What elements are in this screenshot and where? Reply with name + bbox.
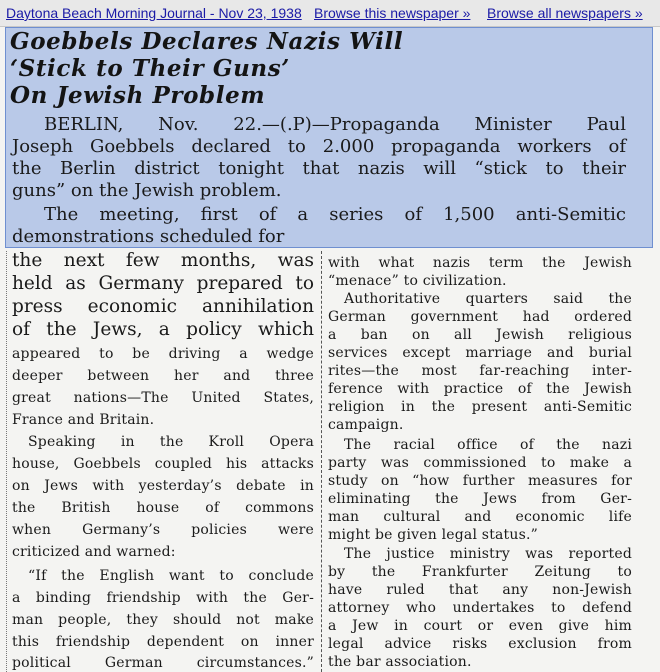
left-column-line: when Germany’s policies were bbox=[12, 522, 314, 538]
right-column-line: a Jew in court or even give him bbox=[328, 618, 632, 634]
left-column-line: of the Jews, a policy which bbox=[12, 319, 314, 340]
headline-line: ‘Stick to Their Guns’ bbox=[10, 55, 290, 82]
lead-line: demonstrations scheduled for bbox=[12, 226, 285, 247]
right-column-line: with what nazis term the Jewish bbox=[328, 255, 632, 271]
newspaper-issue-link[interactable]: Daytona Beach Morning Journal - Nov 23, 1938 bbox=[6, 5, 302, 21]
right-column-line: the bar association. bbox=[328, 654, 472, 670]
left-column-line: great nations—The United States, bbox=[12, 390, 314, 406]
headline-line: On Jewish Problem bbox=[10, 82, 266, 109]
right-column-line: eliminating the Jews from Ger- bbox=[328, 491, 632, 507]
right-column-line: a ban on all Jewish religious bbox=[328, 327, 632, 343]
right-column-line: religion in the present anti-Semitic bbox=[328, 399, 632, 415]
left-column-line: Speaking in the Kroll Opera bbox=[28, 434, 314, 450]
left-column-line: held as Germany prepared to bbox=[12, 273, 314, 294]
newspaper-clipping bbox=[0, 27, 660, 672]
margin-rule bbox=[6, 251, 7, 672]
right-column-line: attorney who undertakes to defend bbox=[328, 600, 632, 616]
right-column-line: German government had ordered bbox=[328, 309, 632, 325]
browse-all-newspapers-link[interactable]: Browse all newspapers » bbox=[487, 5, 643, 21]
left-column-line: the next few months, was bbox=[12, 250, 314, 271]
right-column-line: have ruled that any non-Jewish bbox=[328, 582, 632, 598]
lead-line: The meeting, first of a series of 1,500 anti-Semitic bbox=[44, 204, 626, 225]
lead-line: Joseph Goebbels declared to 2.000 propaganda workers of bbox=[12, 136, 626, 157]
right-column-line: services except marriage and burial bbox=[328, 345, 632, 361]
left-column-line: “If the English want to conclude bbox=[28, 568, 314, 584]
right-column-line: Authoritative quarters said the bbox=[344, 291, 632, 307]
right-column-line: “menace” to civilization. bbox=[328, 273, 507, 289]
left-column-line: on Jews with yesterday’s debate in bbox=[12, 478, 314, 494]
left-column-line: France and Britain. bbox=[12, 412, 155, 428]
right-column-line: The justice ministry was reported bbox=[344, 546, 632, 562]
lead-line: BERLIN, Nov. 22.—(.P)—Propaganda Minister Paul bbox=[44, 114, 626, 135]
column-rule bbox=[321, 251, 322, 672]
right-column-line: by the Frankfurter Zeitung to bbox=[328, 564, 632, 580]
left-column-line: man people, they should not make bbox=[12, 612, 314, 628]
left-column-line: deeper between her and three bbox=[12, 368, 314, 384]
lead-line: the Berlin district tonight that nazis will “stick to their bbox=[12, 158, 626, 179]
right-column-line: man cultural and economic life bbox=[328, 509, 632, 525]
left-column-line: house, Goebbels coupled his attacks bbox=[12, 456, 314, 472]
viewer-toolbar bbox=[0, 0, 660, 27]
right-column-line: study on “how further measures for bbox=[328, 473, 632, 489]
left-column-line: press economic annihilation bbox=[12, 296, 314, 317]
right-column-line: ference with practice of the Jewish bbox=[328, 381, 632, 397]
right-column-line: The racial office of the nazi bbox=[344, 437, 632, 453]
right-column-line: rites—the most far-reaching inter- bbox=[328, 363, 632, 379]
right-column-line: legal advice risks exclusion from bbox=[328, 636, 632, 652]
left-column-line: the British house of commons bbox=[12, 500, 314, 516]
right-column-line: party was commissioned to make a bbox=[328, 455, 632, 471]
left-column-line: appeared to be driving a wedge bbox=[12, 346, 314, 362]
headline-line: Goebbels Declares Nazis Will bbox=[10, 28, 404, 55]
browse-this-newspaper-link[interactable]: Browse this newspaper » bbox=[314, 5, 471, 21]
left-column-line: this friendship dependent on inner bbox=[12, 634, 314, 650]
right-column-line: might be given legal status.” bbox=[328, 527, 538, 543]
left-column-line: political German circumstances.” bbox=[12, 655, 314, 671]
left-column-line: criticized and warned: bbox=[12, 544, 176, 560]
lead-line: guns” on the Jewish problem. bbox=[12, 180, 282, 201]
left-column-line: a binding friendship with the Ger- bbox=[12, 590, 314, 606]
right-column-line: campaign. bbox=[328, 417, 404, 433]
